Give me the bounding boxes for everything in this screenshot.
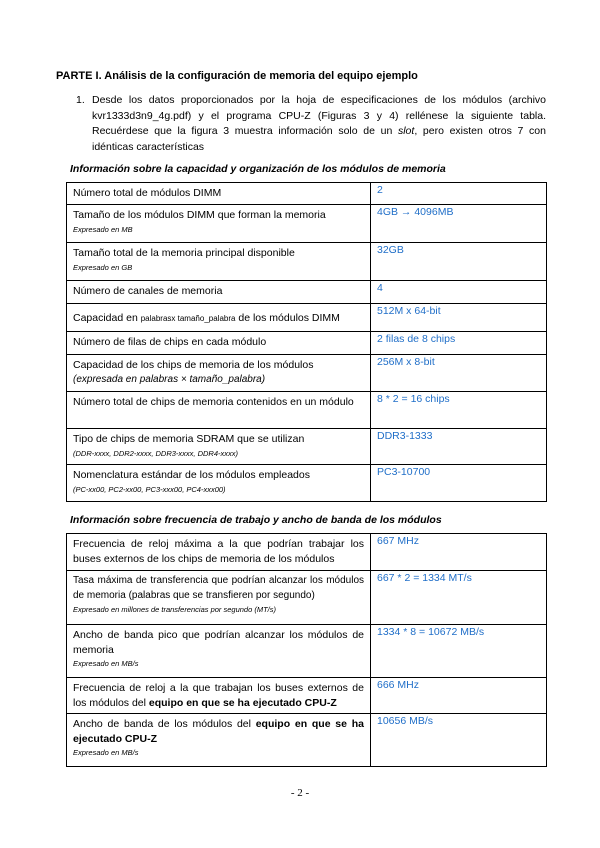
- table-row: [67, 429, 547, 465]
- page-number: - 2 -: [290, 787, 310, 799]
- table1-caption: Información sobre la capacidad y organización de los módulos de memoria: [70, 163, 446, 175]
- row-label: Frecuencia de reloj a la que trabajan los buses externos de los módulos del equipo en que se ha ejecutado CPU-Z: [73, 682, 364, 709]
- table-row: [67, 183, 547, 205]
- answer-cell[interactable]: 32GB: [371, 243, 547, 281]
- answer-cell[interactable]: PC3-10700: [371, 465, 547, 502]
- table-row: [67, 534, 547, 571]
- row-label: Ancho de banda de los módulos del equipo en que se ha ejecutado CPU-Z: [73, 718, 364, 745]
- answer-cell[interactable]: 667 MHz: [371, 534, 547, 571]
- row-sublabel: (expresada en palabras × tamaño_palabra): [73, 373, 266, 385]
- frequency-table: [66, 533, 547, 767]
- answer-cell[interactable]: DDR3-1333: [371, 429, 547, 465]
- answer-cell[interactable]: 2 filas de 8 chips: [371, 332, 547, 355]
- answer-cell[interactable]: 666 MHz: [371, 678, 547, 714]
- row-note: (PC-xx00, PC2-xx00, PC3-xxx00, PC4-xxx00): [73, 484, 226, 494]
- answer-cell[interactable]: 1334 * 8 = 10672 MB/s: [371, 625, 547, 678]
- row-label: Número total de chips de memoria contenidos en un módulo: [73, 396, 354, 408]
- answer-cell[interactable]: 256M x 8-bit: [371, 355, 547, 392]
- table-row: [67, 571, 547, 625]
- row-label: Tipo de chips de memoria SDRAM que se utilizan: [73, 433, 305, 445]
- answer-cell[interactable]: 4GB → 4096MB: [371, 205, 547, 243]
- row-note: (DDR-xxxx, DDR2-xxxx, DDR3-xxxx, DDR4-xxxx): [73, 448, 238, 458]
- table-row: [67, 625, 547, 678]
- row-label: Ancho de banda pico que podrían alcanzar los módulos de memoria: [73, 629, 364, 656]
- table-row: [67, 304, 547, 332]
- table2-caption: Información sobre frecuencia de trabajo y ancho de banda de los módulos: [70, 514, 442, 526]
- row-label: Tamaño total de la memoria principal disponible: [73, 247, 295, 259]
- row-label: Capacidad de los chips de memoria de los módulos: [73, 359, 314, 371]
- answer-cell[interactable]: 667 * 2 = 1334 MT/s: [371, 571, 547, 625]
- row-label: Nomenclatura estándar de los módulos empleados: [73, 469, 310, 481]
- row-note: Expresado en MB/s: [73, 659, 139, 668]
- row-note: Expresado en MB: [73, 224, 133, 234]
- table-row: [67, 355, 547, 392]
- answer-cell[interactable]: 4: [371, 281, 547, 304]
- table-row: [67, 465, 547, 502]
- table-row: [67, 205, 547, 243]
- row-label: Tasa máxima de transferencia que podrían alcanzar los módulos de memoria (palabras que se transfieren por segundo): [73, 575, 364, 601]
- table-row: [67, 392, 547, 429]
- answer-cell[interactable]: 2: [371, 183, 547, 205]
- instruction-number: 1.: [76, 94, 85, 106]
- row-note: Expresado en GB: [73, 262, 133, 272]
- answer-cell[interactable]: 512M x 64-bit: [371, 304, 547, 332]
- answer-cell[interactable]: 8 * 2 = 16 chips: [371, 392, 547, 429]
- table-row: [67, 281, 547, 304]
- row-note: Expresado en MB/s: [73, 748, 139, 757]
- part-heading: PARTE I. Análisis de la configuración de memoria del equipo ejemplo: [56, 70, 418, 82]
- row-label: Número de canales de memoria: [73, 285, 223, 297]
- table-row: [67, 678, 547, 714]
- table-row: [67, 332, 547, 355]
- row-label: Tamaño de los módulos DIMM que forman la memoria: [73, 209, 326, 221]
- instruction-text: Desde los datos proporcionados por la hoja de especificaciones de los módulos (archivo kvr1333d3n9_4g.pdf) y el programa CPU-Z (Figuras 3 y 4) rellénese la siguiente tabla. Recuérdese que la figura 3 muestra información solo de un slot, pero existen otros 7 con idénticas características: [92, 94, 546, 153]
- row-label: Número de filas de chips en cada módulo: [73, 336, 267, 348]
- table-row: [67, 243, 547, 281]
- capacity-table: [66, 182, 547, 502]
- row-label: Número total de módulos DIMM: [73, 187, 222, 199]
- answer-cell[interactable]: 10656 MB/s: [371, 714, 547, 767]
- row-label: Frecuencia de reloj máxima a la que podrían trabajar los buses externos de los chips de memoria de los módulos: [73, 538, 364, 565]
- row-label: Capacidad en palabrasx tamaño_palabra de los módulos DIMM: [73, 312, 340, 324]
- row-note: Expresado en millones de transferencias por segundo (MT/s): [73, 605, 277, 614]
- table-row: [67, 714, 547, 767]
